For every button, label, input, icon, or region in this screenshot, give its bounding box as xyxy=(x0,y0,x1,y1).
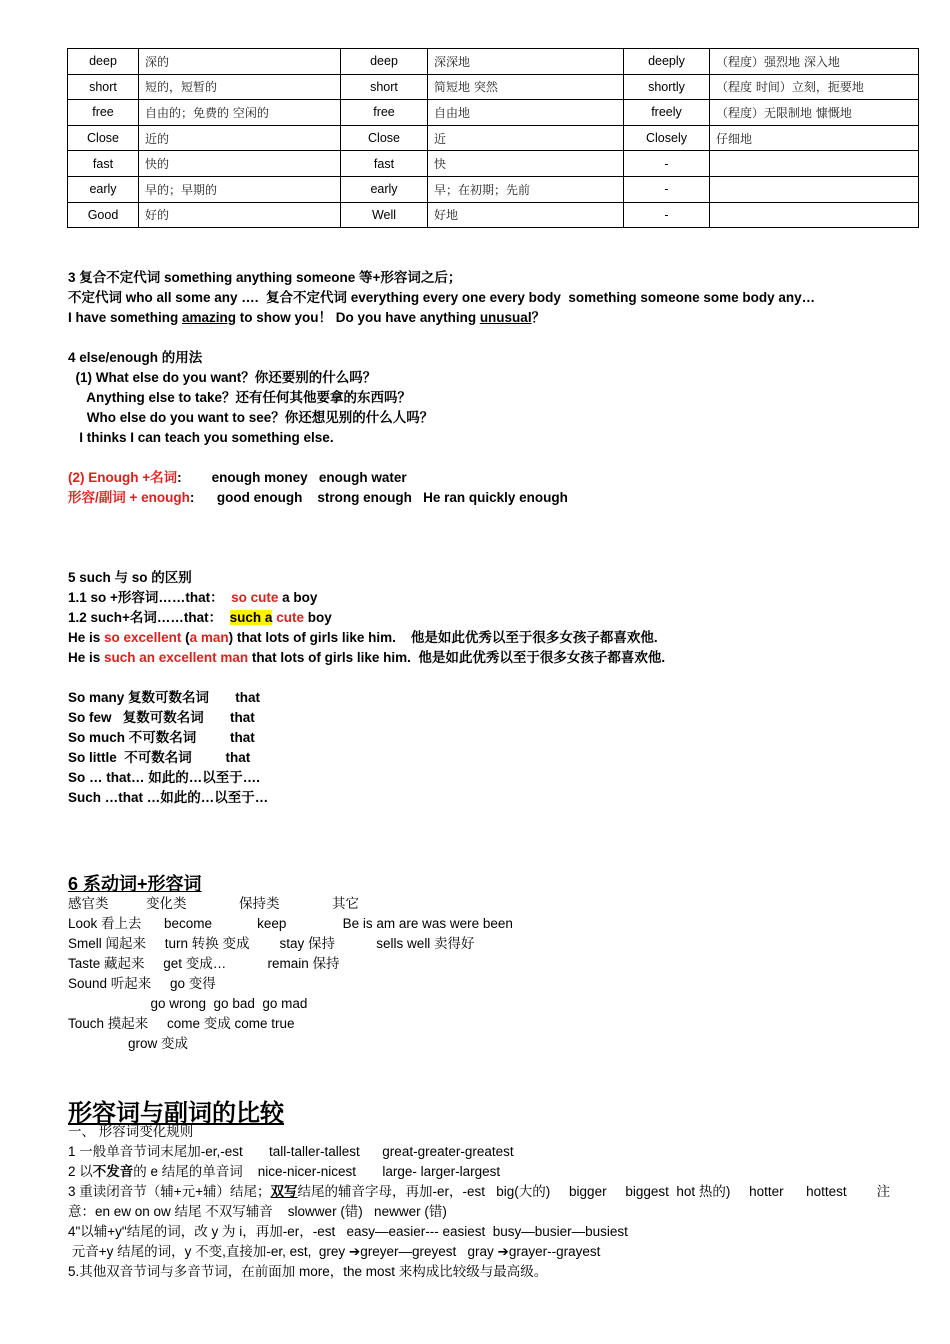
enough-noun-line: (2) Enough +名词: enough money enough water xyxy=(68,470,407,485)
section6-row6: Touch 摸起来 come 变成 come true xyxy=(68,1016,295,1031)
table-cell: fast xyxy=(341,151,428,177)
so-little-line: So little 不可数名词 that xyxy=(68,750,251,765)
table-cell: （程度）强烈地 深入地 xyxy=(710,49,919,75)
so-much-line: So much 不可数名词 that xyxy=(68,730,255,745)
so-rule-line: 1.1 so +形容词……that： so cute a boy xyxy=(68,590,318,605)
section3-title: 3 复合不定代词 something anything someone 等+形容词之后； xyxy=(68,270,462,285)
table-cell: - xyxy=(624,202,710,228)
table-row xyxy=(68,202,919,228)
table-cell: early xyxy=(68,176,139,202)
section4-title: 4 else/enough 的用法 xyxy=(68,350,203,365)
table-cell: 深的 xyxy=(139,49,341,75)
table-cell: - xyxy=(624,176,710,202)
such-that-line: Such …that …如此的…以至于… xyxy=(68,790,269,805)
table-cell: 快的 xyxy=(139,151,341,177)
section6-row5: go wrong go bad go mad xyxy=(68,996,308,1011)
table-cell: Closely xyxy=(624,125,710,151)
table-cell: 早；在初期；先前 xyxy=(428,176,624,202)
table-cell: short xyxy=(68,74,139,100)
section4-line4: I thinks I can teach you something else. xyxy=(68,430,334,445)
table-row xyxy=(68,151,919,177)
such-example-line: He is such an excellent man that lots of girls like him. 他是如此优秀以至于很多女孩子都喜欢他. xyxy=(68,650,666,665)
table-row xyxy=(68,125,919,151)
table-cell: deep xyxy=(68,49,139,75)
table-cell: 好的 xyxy=(139,202,341,228)
section6-row2: Smell 闻起来 turn 转换 变成 stay 保持 sells well 卖得好 xyxy=(68,936,475,951)
rule-1: 1 一般单音节词末尾加-er,-est tall-taller-tallest great-greater-greatest xyxy=(68,1144,514,1159)
so-many-line: So many 复数可数名词 that xyxy=(68,690,261,705)
table-cell: 简短地 突然 xyxy=(428,74,624,100)
section3-line2: 不定代词 who all some any …. 复合不定代词 everything every one every body something someone some body any… xyxy=(68,290,816,305)
section6-header-row: 感官类 变化类 保持类 其它 xyxy=(68,896,360,911)
table-cell: Well xyxy=(341,202,428,228)
enough-adj-line: 形容/副词 + enough: good enough strong enough He ran quickly enough xyxy=(68,490,568,505)
table-cell: freely xyxy=(624,100,710,126)
table-cell: Close xyxy=(341,125,428,151)
table-cell: short xyxy=(341,74,428,100)
table-cell: Close xyxy=(68,125,139,151)
comparison-heading: 形容词与副词的比较 xyxy=(68,1098,284,1127)
table-cell: free xyxy=(341,100,428,126)
table-row xyxy=(68,100,919,126)
table-cell: 自由地 xyxy=(428,100,624,126)
table-cell: 近 xyxy=(428,125,624,151)
table-cell xyxy=(710,202,919,228)
such-rule-line: 1.2 such+名词……that： such a cute boy xyxy=(68,610,332,625)
table-cell: - xyxy=(624,151,710,177)
table-cell: （程度 时间）立刻，扼要地 xyxy=(710,74,919,100)
section5-title: 5 such 与 so 的区别 xyxy=(68,570,192,585)
table-cell: shortly xyxy=(624,74,710,100)
table-cell: 早的；早期的 xyxy=(139,176,341,202)
table-cell: 好地 xyxy=(428,202,624,228)
table-cell: 仔细地 xyxy=(710,125,919,151)
table-cell xyxy=(710,151,919,177)
section6-row3: Taste 藏起来 get 变成… remain 保持 xyxy=(68,956,340,971)
table-row xyxy=(68,49,919,75)
section6-row4: Sound 听起来 go 变得 xyxy=(68,976,216,991)
section6-row1: Look 看上去 become keep Be is am are was were been xyxy=(68,916,513,931)
table-cell: 近的 xyxy=(139,125,341,151)
rule-3: 3 重读闭音节（辅+元+辅）结尾；双写结尾的辅音字母，再加-er，-est big(大的) bigger biggest hot 热的) hotter hottest 注 xyxy=(68,1184,891,1199)
section6-row7: grow 变成 xyxy=(68,1036,189,1051)
table-row xyxy=(68,176,919,202)
table-row xyxy=(68,74,919,100)
table-cell xyxy=(710,176,919,202)
table-cell: 自由的；免费的 空闲的 xyxy=(139,100,341,126)
rules-subheading: 一、 形容词变化规则 xyxy=(68,1124,194,1139)
table-cell: 短的，短暂的 xyxy=(139,74,341,100)
rule-3-note: 意：en ew on ow 结尾 不双写辅音 slowwer (错) newwer (错) xyxy=(68,1204,447,1219)
section3-example: I have something amazing to show you！ Do you have anything unusual？ xyxy=(68,310,546,325)
rule-5: 5.其他双音节词与多音节词，在前面加 more，the most 来构成比较级与最高级。 xyxy=(68,1264,548,1279)
table-cell: （程度）无限制地 慷慨地 xyxy=(710,100,919,126)
section6-title: 6 系动词+形容词 xyxy=(68,874,202,894)
rule-4-vowel: 元音+y 结尾的词，y 不变,直接加-er, est, grey ➔greyer—greyest gray ➔grayer--grayest xyxy=(68,1244,601,1259)
table-cell: deeply xyxy=(624,49,710,75)
so-example-line: He is so excellent (a man) that lots of girls like him. 他是如此优秀以至于很多女孩子都喜欢他. xyxy=(68,630,658,645)
section4-line3: Who else do you want to see？你还想见别的什么人吗？ xyxy=(68,410,434,425)
rule-2: 2 以不发音的 e 结尾的单音词 nice-nicer-nicest large- larger-largest xyxy=(68,1164,501,1179)
rule-4: 4"以辅+y"结尾的词，改 y 为 i，再加-er，-est easy—easier--- easiest busy—busier—busiest xyxy=(68,1224,628,1239)
so-few-line: So few 复数可数名词 that xyxy=(68,710,255,725)
table-cell: fast xyxy=(68,151,139,177)
section4-line1: (1) What else do you want？你还要别的什么吗？ xyxy=(68,370,377,385)
table-cell: 快 xyxy=(428,151,624,177)
table-cell: Good xyxy=(68,202,139,228)
section4-line2: Anything else to take？还有任何其他要拿的东西吗？ xyxy=(68,390,412,405)
table-cell: early xyxy=(341,176,428,202)
table-cell: deep xyxy=(341,49,428,75)
table-cell: 深深地 xyxy=(428,49,624,75)
table-cell: free xyxy=(68,100,139,126)
adjective-adverb-table xyxy=(67,48,919,228)
so-that-line: So … that… 如此的…以至于…. xyxy=(68,770,260,785)
